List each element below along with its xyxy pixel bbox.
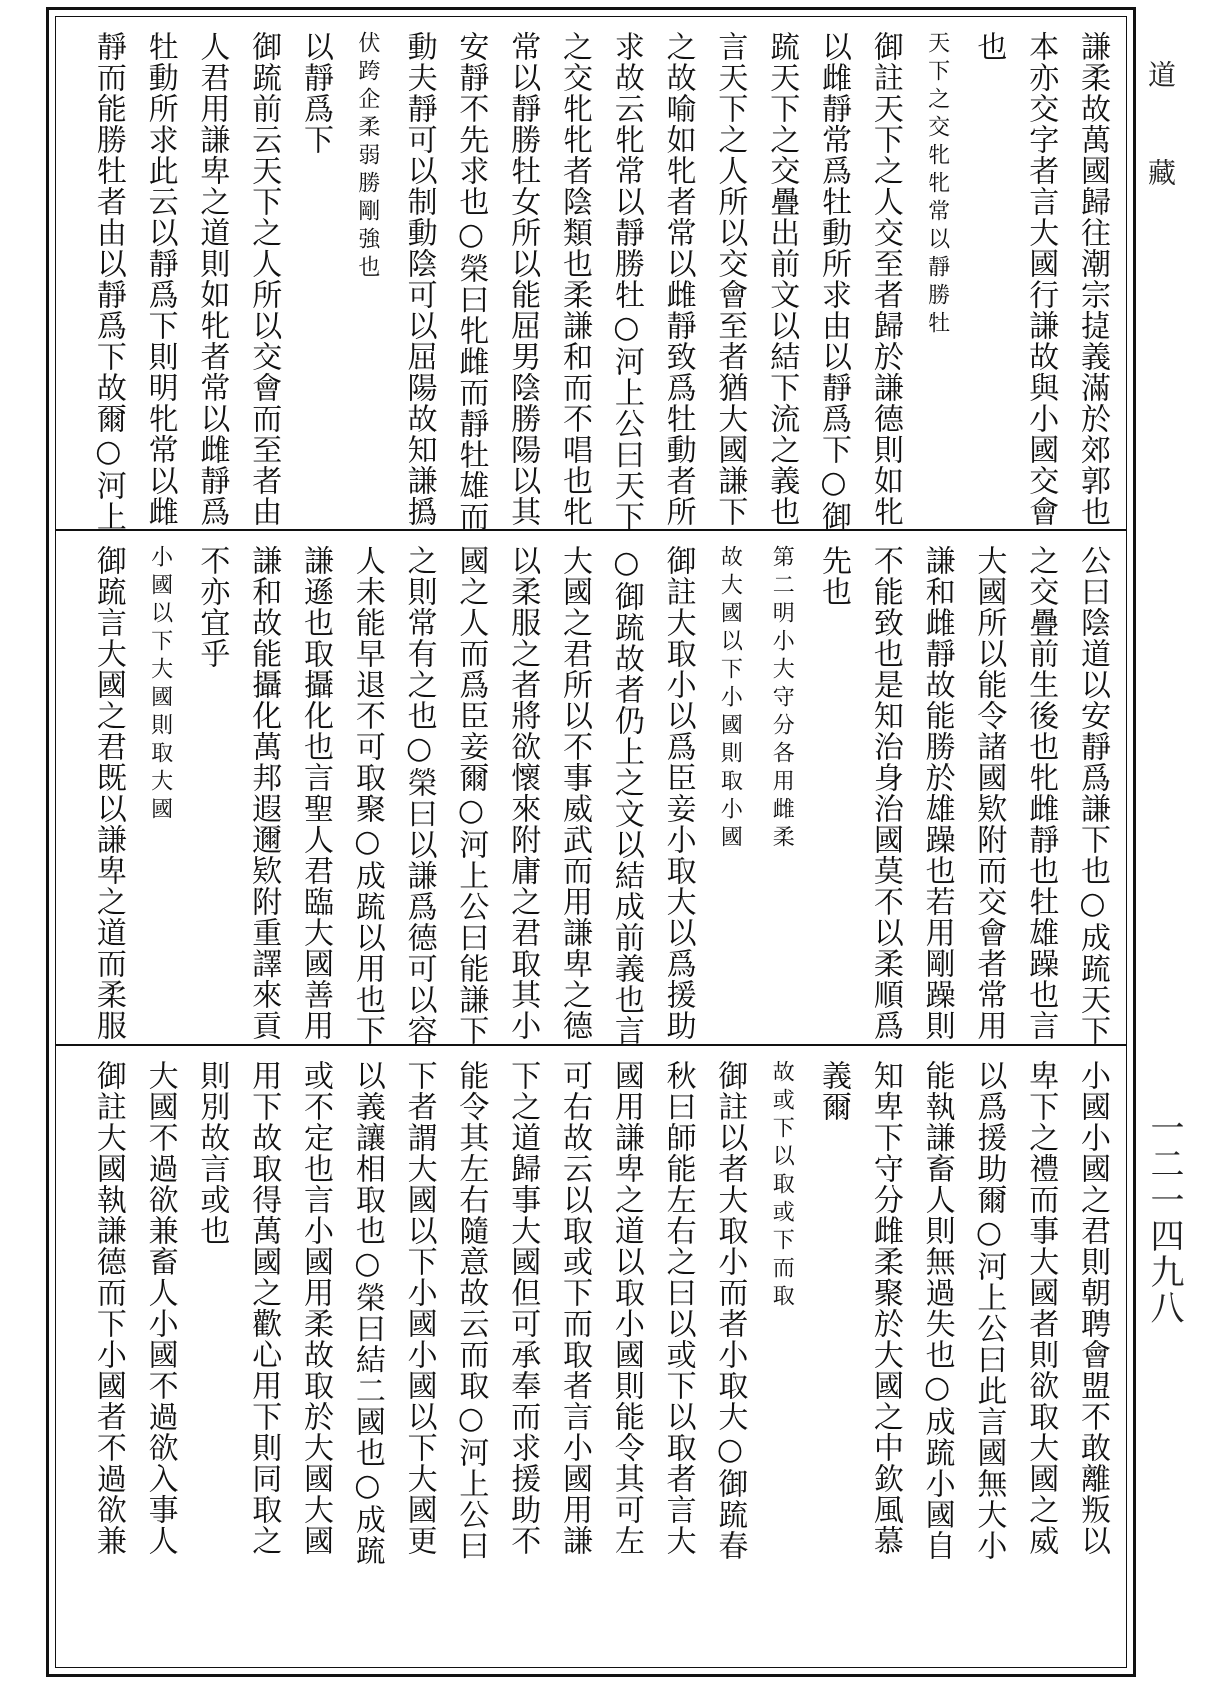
text-column: 下之道歸事大國但可承奉而求援助不 [505,1060,541,1556]
text-column: 義爾 [816,1060,851,1122]
text-column: 天下之交牝牝常以靜勝牡 [924,31,950,339]
text-column: 伏跨企柔弱勝剛強也 [354,31,380,283]
text-column: 御註大國執謙德而下小國者不過欲兼 [90,1060,126,1556]
text-column: 故大國以下小國則取小國 [717,545,743,853]
text-column: 公曰陰道以安靜爲謙下也○成䟽天下 [1075,545,1110,1046]
text-column: 卑下之禮而事大國者則欲取大國之威 [1023,1060,1059,1556]
text-column: 可右故云以取或下而取者言小國用謙 [557,1060,592,1556]
text-column: 御註大取小以爲臣妾小取大以爲援助 [660,545,696,1041]
text-column: ○御䟽故者仍上之文以結成前義也言 [608,545,644,1046]
text-panel-top [56,17,1126,532]
text-column: 大國之君所以不事威武而用謙卑之德 [557,545,592,1041]
page-frame-inner [55,16,1127,1668]
text-column: 安靜不先求也○榮曰牝雌而靜牡雄而 [453,31,489,532]
text-column: 䟽天下之交疊出前文以結下流之義也 [764,31,800,527]
text-column: 以柔服之者將欲懷來附庸之君取其小 [505,545,541,1041]
text-column: 常以靜勝牡女所以能屈男陰勝陽以其 [505,31,541,527]
text-column: 以靜爲下 [298,31,333,155]
text-column: 故或下以取或下而取 [769,1060,795,1312]
text-column: 大國所以能令諸國欵附而交會者常用 [971,545,1007,1041]
text-column: 第二明小大守分各用雌柔 [769,545,795,853]
text-column: 之故喻如牝者常以雌靜致爲牡動者所 [660,31,696,527]
text-column: 國用謙卑之道以取小國則能令其可左 [608,1060,644,1556]
text-column: 御䟽前云天下之人所以交會而至者由 [246,31,282,527]
text-column: 不亦宜乎 [194,545,230,669]
text-column: 求故云牝常以靜勝牡○河上公曰天下 [608,31,644,532]
text-column: 本亦交字者言大國行謙故與小國交會 [1023,31,1059,527]
text-column: 能令其左右隨意故云而取○河上公曰 [453,1060,489,1561]
text-column: 先也 [816,545,851,607]
text-column: 或不定也言小國用柔故取於大國大國 [298,1060,333,1556]
text-column: 以雌靜常爲牡動所求由以靜爲下○御 [816,31,851,532]
text-column: 動夫靜可以制動陰可以屈陽故知謙撝 [401,31,437,527]
text-column: 也 [971,31,1007,62]
text-column: 人未能早退不可取聚○成䟽以用也下 [349,545,385,1046]
text-panel-bottom [56,1046,1126,1656]
text-column: 言天下之人所以交會至者猶大國謙下 [712,31,748,527]
text-column: 下者謂大國以下小國小國以下大國更 [401,1060,437,1556]
text-column: 謙遜也取攝化也言聖人君臨大國善用 [298,545,333,1041]
text-column: 國之人而爲臣妾爾○河上公曰能謙下 [453,545,489,1046]
text-column: 靜而能勝牡者由以靜爲下故爾○河上 [90,31,126,532]
text-column: 謙柔故萬國歸往潮宗㨗義滿於郊郭也 [1075,31,1110,527]
text-column: 不能致也是知治身治國莫不以柔順爲 [867,545,903,1041]
text-column: 用下故取得萬國之歡心用下則同取之 [246,1060,282,1556]
text-column: 牡動所求此云以靜爲下則明牝常以雌 [142,31,178,527]
text-column: 御註以者大取小而者小取大○御䟽春 [712,1060,748,1561]
page-frame [46,7,1136,1677]
text-column: 知卑下守分雌柔聚於大國之中欽風慕 [867,1060,903,1556]
text-column: 謙和故能攝化萬邦遐邇欵附重譯來貢 [246,545,282,1041]
text-column: 則別故言或也 [194,1060,230,1246]
text-column: 秋曰師能左右之曰以或下以取者言大 [660,1060,696,1556]
page-number: 一二一四九八 [1144,1110,1184,1326]
text-panel-middle [56,531,1126,1046]
text-column: 能執謙畜人則無過失也○成䟽小國自 [919,1060,955,1561]
text-column: 之交疊前生後也牝雌靜也牡雄躁也言 [1023,545,1059,1041]
text-column: 之交牝牝者陰類也柔謙和而不唱也牝 [557,31,592,527]
text-column: 小國小國之君則朝聘會盟不敢離叛以 [1075,1060,1110,1556]
text-column: 小國以下大國則取大國 [147,545,173,825]
text-column: 之則常有之也○榮曰以謙爲德可以容 [401,545,437,1046]
text-column: 謙和雌靜故能勝於雄躁也若用剛躁則 [919,545,955,1041]
text-column: 御註天下之人交至者歸於謙德則如牝 [867,31,903,527]
text-column: 御䟽言大國之君既以謙卑之道而柔服 [90,545,126,1041]
side-title: 道藏 [1144,60,1177,256]
text-column: 人君用謙卑之道則如牝者常以雌靜爲 [194,31,230,527]
text-column: 大國不過欲兼畜人小國不過欲入事人 [142,1060,178,1556]
text-column: 以爲援助爾○河上公曰此言國無大小 [971,1060,1007,1561]
text-column: 以義讓相取也○榮曰結二國也○成䟽 [349,1060,385,1566]
